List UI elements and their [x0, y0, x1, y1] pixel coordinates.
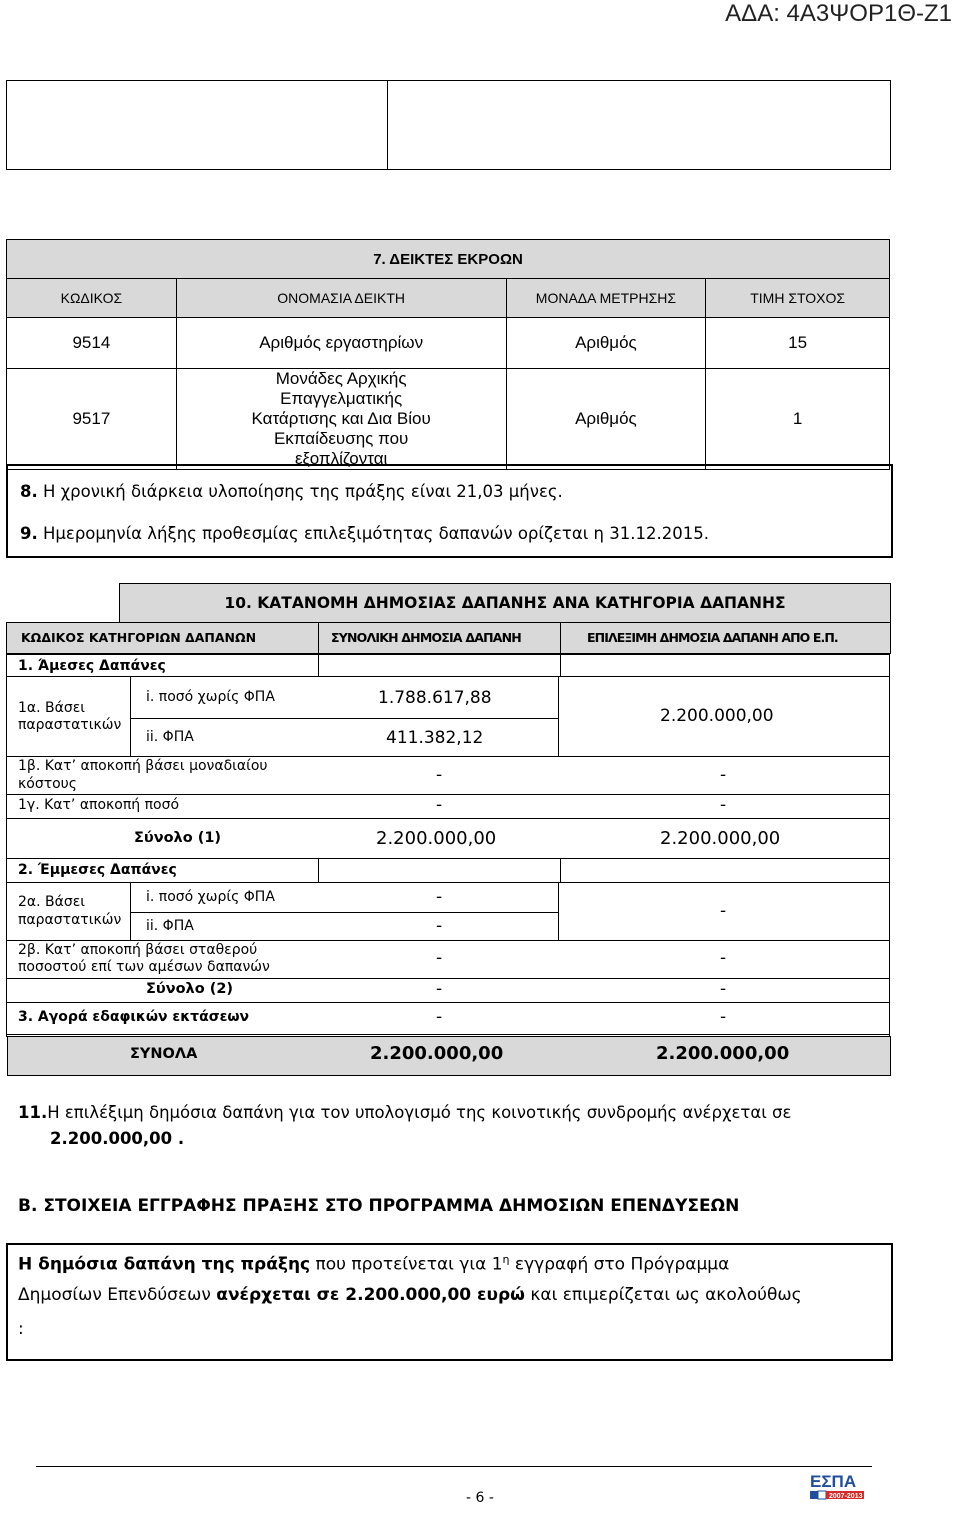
- sum-1-label: Σύνολο (1): [134, 830, 222, 846]
- item-11-number: 11.: [18, 1103, 48, 1122]
- paragraph-text: που προτείνεται για 1: [310, 1254, 503, 1275]
- indicator-unit: Αριθμός: [506, 369, 706, 470]
- superscript: η: [502, 1253, 510, 1266]
- section-b-paragraph-line2: [18, 1285, 802, 1305]
- espa-logo: [808, 1470, 868, 1508]
- logo-years: 2007-2013: [829, 1493, 863, 1500]
- item-11: [18, 1100, 791, 1152]
- cat-2a-label: παραστατικών: [18, 912, 122, 928]
- indicator-target: 15: [706, 318, 890, 369]
- cat-1a-eligible: 2.200.000,00: [660, 706, 774, 726]
- cat-2b-label: 2β. Κατ’ αποκοπή βάσει σταθερού: [18, 942, 258, 958]
- land-purchase-label: 3. Αγορά εδαφικών εκτάσεων: [18, 1009, 250, 1025]
- public-expense-label: Η δημόσια δαπάνη της πράξης: [18, 1254, 311, 1275]
- land-purchase-total: -: [436, 1007, 443, 1027]
- indicator-target: 1: [706, 369, 890, 470]
- sum-1-total: 2.200.000,00: [376, 828, 497, 849]
- ada-code: ΑΔΑ: 4Α3ΨΟΡ1Θ-Ζ1: [725, 0, 952, 27]
- totals-label: ΣΥΝΟΛΑ: [130, 1046, 198, 1062]
- indicator-unit: Αριθμός: [506, 318, 706, 369]
- cat-2b-label: ποσοστού επί των αμέσων δαπανών: [18, 959, 270, 975]
- land-purchase-eligible: -: [720, 1007, 727, 1027]
- cat-1b-eligible: -: [720, 765, 727, 785]
- cat-2a-label: 2α. Βάσει: [18, 894, 86, 910]
- column-header: ΕΠΙΛΕΞΙΜΗ ΔΗΜΟΣΙΑ ΔΑΠΑΝΗ ΑΠΟ Ε.Π.: [587, 630, 838, 645]
- column-header: ΚΩΔΙΚΟΣ ΚΑΤΗΓΟΡΙΩΝ ΔΑΠΑΝΩΝ: [21, 630, 257, 645]
- section7-title: 7. ΔΕΙΚΤΕΣ ΕΚΡΟΩΝ: [7, 240, 890, 279]
- paragraph-text: και επιμερίζεται ως ακολούθως: [524, 1285, 802, 1305]
- cat-2a-ii-label: ii. ΦΠΑ: [146, 918, 194, 934]
- item-8-number: 8.: [20, 482, 38, 501]
- totals-total: 2.200.000,00: [370, 1043, 504, 1064]
- column-header: ΣΥΝΟΛΙΚΗ ΔΗΜΟΣΙΑ ΔΑΠΑΝΗ: [331, 630, 521, 645]
- indicator-name: Αριθμός εργαστηρίων: [176, 318, 506, 369]
- item-9: [20, 524, 709, 543]
- cat-1b-total: -: [436, 765, 443, 785]
- column-header: ΚΩΔΙΚΟΣ: [7, 279, 177, 318]
- cat-2b-eligible: -: [720, 948, 727, 968]
- indicator-name: Μονάδες Αρχικής Επαγγελματικής Κατάρτισης και Δια Βίου Εκπαίδευσης που εξοπλίζονται: [176, 369, 506, 470]
- direct-costs-label: 1. Άμεσες Δαπάνες: [18, 658, 166, 674]
- column-header: ΟΝΟΜΑΣΙΑ ΔΕΙΚΤΗ: [176, 279, 506, 318]
- duration-box: [6, 464, 893, 558]
- output-indicators-table: [6, 239, 890, 470]
- table-row: [7, 318, 890, 369]
- amount-text: ανέρχεται σε 2.200.000,00 ευρώ: [216, 1285, 525, 1305]
- cat-2a-i-label: i. ποσό χωρίς ΦΠΑ: [146, 889, 275, 905]
- cat-2a-eligible: -: [720, 901, 727, 921]
- sum-1-eligible: 2.200.000,00: [660, 828, 781, 849]
- indirect-costs-label: 2. Έμμεσες Δαπάνες: [18, 862, 177, 878]
- footer-divider: [36, 1466, 872, 1467]
- item-8-text: Η χρονική διάρκεια υλοποίησης της πράξης είναι 21,03 μήνες.: [43, 482, 563, 501]
- item-8: [20, 482, 563, 501]
- sum-2-total: -: [436, 979, 443, 999]
- sum-2-eligible: -: [720, 979, 727, 999]
- cat-1c-label: 1γ. Κατ’ αποκοπή ποσό: [18, 797, 180, 813]
- totals-eligible: 2.200.000,00: [656, 1043, 790, 1064]
- section-b-title: Β. ΣΤΟΙΧΕΙΑ ΕΓΓΡΑΦΗΣ ΠΡΑΞΗΣ ΣΤΟ ΠΡΟΓΡΑΜΜΑ ΔΗΜΟΣΙΩΝ ΕΠΕΝΔΥΣΕΩΝ: [18, 1196, 740, 1216]
- espa-logo-icon: [808, 1470, 868, 1508]
- column-header: ΤΙΜΗ ΣΤΟΧΟΣ: [706, 279, 890, 318]
- cat-1a-i-value: 1.788.617,88: [378, 688, 492, 708]
- column-header: ΜΟΝΑΔΑ ΜΕΤΡΗΣΗΣ: [506, 279, 706, 318]
- previous-section-box: [6, 80, 891, 170]
- logo-text: ΕΣΠΑ: [810, 1472, 857, 1491]
- cat-1a-label: παραστατικών: [18, 717, 122, 733]
- item-9-text: Ημερομηνία λήξης προθεσμίας επιλεξιμότητας δαπανών ορίζεται η 31.12.2015.: [43, 524, 709, 543]
- cat-2b-total: -: [436, 948, 443, 968]
- cat-2a-i-value: -: [436, 887, 443, 907]
- cat-1c-total: -: [436, 795, 443, 815]
- indicator-code: 9514: [7, 318, 177, 369]
- cat-2a-ii-value: -: [436, 916, 443, 936]
- cat-1b-label: 1β. Κατ’ αποκοπή βάσει μοναδιαίου: [18, 758, 268, 774]
- table-row: [7, 369, 890, 470]
- item-11-amount: 2.200.000,00 .: [50, 1129, 185, 1148]
- sum-2-label: Σύνολο (2): [146, 981, 234, 997]
- item-11-text: Η επιλέξιμη δημόσια δαπάνη για τον υπολογισμό της κοινοτικής συνδρομής ανέρχεται σε: [47, 1103, 792, 1122]
- section-b-paragraph-line3: :: [18, 1319, 24, 1339]
- indicator-code: 9517: [7, 369, 177, 470]
- cat-1a-ii-label: ii. ΦΠΑ: [146, 729, 194, 745]
- paragraph-text: εγγραφή στο Πρόγραμμα: [509, 1254, 730, 1275]
- page-number: - 6 -: [466, 1490, 494, 1506]
- cat-1c-eligible: -: [720, 795, 727, 815]
- item-9-number: 9.: [20, 524, 38, 543]
- section10-header: [6, 622, 891, 654]
- cat-1a-ii-value: 411.382,12: [386, 728, 484, 748]
- cat-1a-label: 1α. Βάσει: [18, 700, 86, 716]
- cat-1a-i-label: i. ποσό χωρίς ΦΠΑ: [146, 689, 275, 705]
- section-b-paragraph-line1: [18, 1253, 729, 1275]
- section10-title: 10. ΚΑΤΑΝΟΜΗ ΔΗΜΟΣΙΑΣ ΔΑΠΑΝΗΣ ΑΝΑ ΚΑΤΗΓΟΡΙΑ ΔΑΠΑΝΗΣ: [119, 583, 891, 623]
- cat-1b-label: κόστους: [18, 776, 78, 792]
- section-b-box: [6, 1243, 893, 1361]
- paragraph-text: Δημοσίων Επενδύσεων: [18, 1285, 217, 1305]
